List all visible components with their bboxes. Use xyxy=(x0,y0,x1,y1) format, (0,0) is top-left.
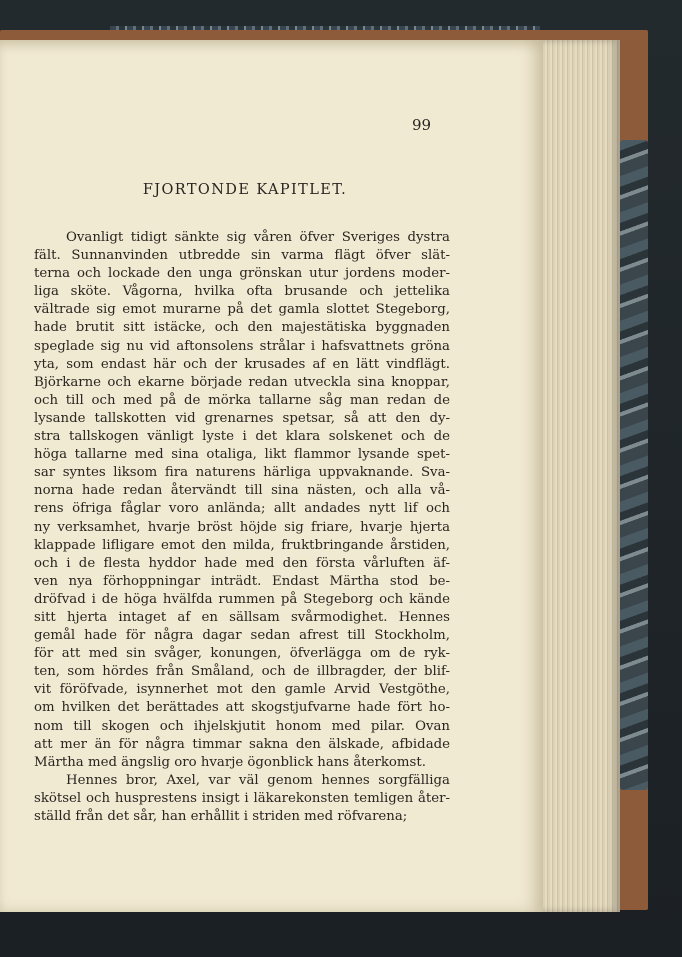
text-line: Märtha med ängslig oro hvarje ögonblick hans återkomst. xyxy=(34,754,426,770)
text-line: skötsel och husprestens insigt i läkarekonsten temligen åter- xyxy=(34,790,450,806)
text-line: och till och med på de mörka tallarne såg man redan de xyxy=(34,392,450,408)
book-page xyxy=(0,40,543,912)
text-line: hade brutit sitt istäcke, och den majestätiska byggnaden xyxy=(34,320,450,336)
body-text xyxy=(34,229,450,826)
text-line: vältrade sig emot murarne på det gamla slottet Stegeborg, xyxy=(34,302,450,318)
text-line: för att med sin svåger, konungen, öfverlägga om de ryk- xyxy=(34,646,450,662)
text-line: sar syntes liksom fira naturens härliga uppvaknande. Sva- xyxy=(34,465,450,481)
text-line: sitt hjerta intaget af en sällsam svårmodighet. Hennes xyxy=(34,609,450,625)
text-line: liga sköte. Vågorna, hvilka ofta brusande och jettelika xyxy=(34,284,450,300)
text-line: Björkarne och ekarne började redan utveckla sina knoppar, xyxy=(34,374,450,390)
text-line: höga tallarne med sina otaliga, likt flammor lysande spet- xyxy=(34,447,450,463)
text-line: terna och lockade den unga grönskan utur jordens moder- xyxy=(34,266,450,282)
text-line: Ovanligt tidigt sänkte sig våren öfver Sveriges dystra xyxy=(66,230,450,245)
text-line: Hennes bror, Axel, var väl genom hennes sorgfälliga xyxy=(66,772,450,788)
text-line: stra tallskogen vänligt lyste i det klara solskenet och de xyxy=(34,429,450,445)
text-line: ny verksamhet, hvarje bröst höjde sig friare, hvarje hjerta xyxy=(34,519,450,535)
text-line: norna hade redan återvändt till sina nästen, och alla vå- xyxy=(34,483,450,499)
text-line: dröfvad i de höga hvälfda rummen på Stegeborg och kände xyxy=(34,591,450,607)
text-line: om hvilken det berättades att skogstjufvarne hade fört ho- xyxy=(34,700,450,716)
text-line: lysande tallskotten vid grenarnes spetsar, så att den dy- xyxy=(34,410,450,426)
marbled-cover xyxy=(620,140,648,790)
text-line: gemål hade för några dagar sedan afrest till Stockholm, xyxy=(34,628,450,644)
text-line: nom till skogen och ihjelskjutit honom med pilar. Ovan xyxy=(34,718,450,734)
text-line: yta, som endast här och der krusades af en lätt vindflägt. xyxy=(34,356,450,372)
text-line: rens öfriga fåglar voro anlända; allt andades nytt lif och xyxy=(34,501,450,517)
page-fore-edge xyxy=(540,40,620,912)
text-line: vit föröfvade, isynnerhet mot den gamle Arvid Vestgöthe, xyxy=(34,682,450,698)
text-line: speglade sig nu vid aftonsolens strålar i hafsvattnets gröna xyxy=(34,338,450,354)
chapter-title: FJORTONDE KAPITLET. xyxy=(142,182,348,198)
text-line: fält. Sunnanvinden utbredde sin varma flägt öfver slät- xyxy=(34,248,450,264)
text-line: klappade lifligare emot den milda, fruktbringande årstiden, xyxy=(34,537,450,553)
text-line: ställd från det sår, han erhållit i striden med röfvarena; xyxy=(34,809,408,824)
page-number: 99 xyxy=(412,116,432,134)
text-line: att mer än för några timmar sakna den älskade, afbidade xyxy=(34,736,450,752)
text-line: ven nya förhoppningar inträdt. Endast Märtha stod be- xyxy=(34,573,450,589)
text-line: ten, som hördes från Småland, och de illbragder, der blif- xyxy=(34,664,450,680)
text-line: och i de flesta hyddor hade med den första vårluften äf- xyxy=(34,555,450,571)
